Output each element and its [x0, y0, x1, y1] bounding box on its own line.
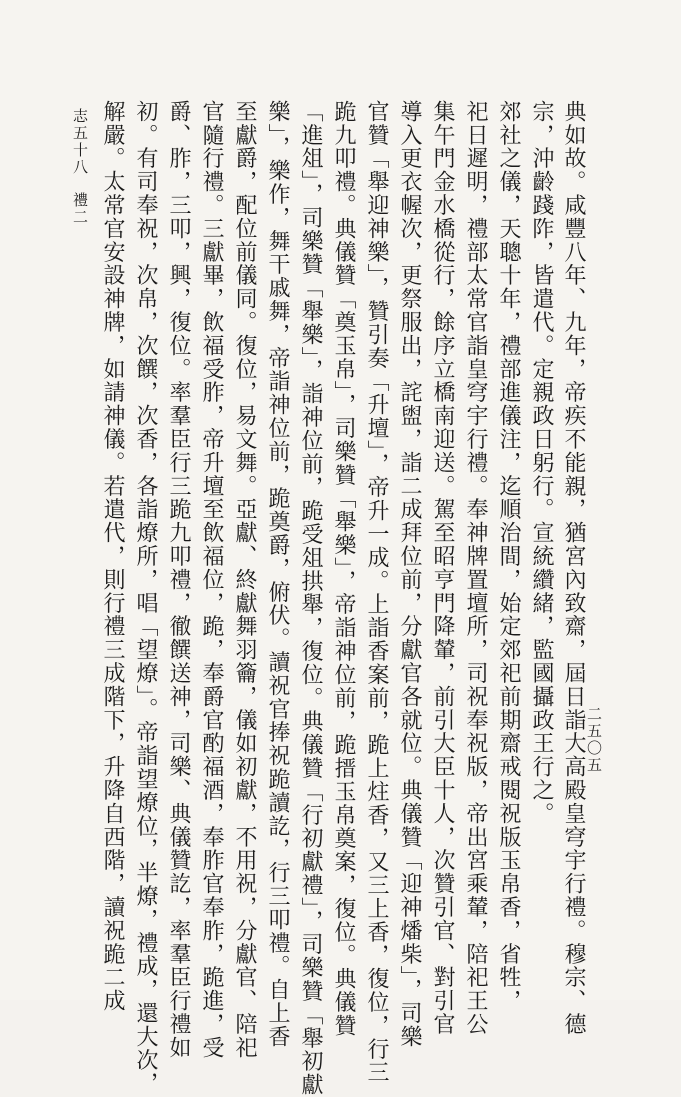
- volume-header: 志五十八: [71, 108, 89, 176]
- text-column-14: 初。有司奉祝，次帛，次饌，次香，各詣燎所，唱「望燎」。帝詣望燎位，半燎，禮成，還大次，: [133, 100, 158, 1096]
- text-column-9: 「進俎」，司樂贊「舉樂」，詣神位前，跪受俎拱舉，復位。典儀贊「行初獻禮」，司樂贊「舉初獻: [298, 100, 323, 1097]
- text-column-15: 解嚴。太常官安設神牌，如請神儀。若遣代，則行禮三成階下，升降自西階，讀祝跪二成: [100, 100, 125, 1013]
- text-column-13: 爵、胙，三叩，興，復位。率羣臣行三跪九叩禮，徹饌送神，司樂、典儀贊訖，率羣臣行禮如: [166, 100, 191, 1060]
- text-column-7: 官贊「舉迎神樂」，贊引奏「升壇」，帝升一成。上詣香案前，跪上炷香，又三上香，復位，行三: [364, 100, 389, 1085]
- text-column-10: 樂」，樂作，舞干戚舞，帝詣神位前，跪奠爵，俯伏。讀祝官捧祝跪讀訖，行三叩禮。自上香: [265, 100, 290, 1049]
- chapter-header: 禮二: [71, 192, 89, 226]
- text-column-3: 郊社之儀，天聰十年，禮部進儀注，迄順治間，始定郊祀前期齋戒閱祝版玉帛香，省牲，: [496, 100, 521, 1013]
- text-column-11: 至獻爵，配位前儀同。復位，易文舞。亞獻、終獻舞羽籥，儀如初獻，不用祝，分獻官、陪祀: [232, 100, 257, 1060]
- text-column-12: 官隨行禮。三獻畢，飲福受胙，帝升壇至飲福位，跪，奉爵官酌福酒，奉胙官奉胙，跪進，受: [199, 100, 224, 1060]
- text-column-4: 祀日遲明，禮部太常官詣皇穹宇行禮。奉神牌置壇所，司祝奉祝版，帝出宮乘輦，陪祀王公: [463, 100, 488, 1036]
- text-column-1: 典如故。咸豐八年、九年，帝疾不能親，猶宮內致齋，屆日詣大高殿皇穹宇行禮。穆宗、德: [561, 100, 586, 1036]
- text-column-5: 集午門金水橋從行，餘序立橋南迎送。駕至昭亨門降輦，前引大臣十人，次贊引官、對引官: [430, 100, 455, 1036]
- text-column-2: 宗，沖齡踐阼，皆遣代。定親政日躬行。宣統纘緒，監國攝政王行之。: [529, 100, 554, 826]
- page-number: 二五〇五: [585, 706, 603, 774]
- text-column-8: 跪九叩禮。典儀贊「奠玉帛」，司樂贊「舉樂」，帝詣神位前，跪搢玉帛奠案，復位。典儀贊: [331, 100, 356, 1038]
- text-column-6: 導入更衣幄次，更祭服出，詫盥，詣二成拜位前，分獻官各就位。典儀贊「迎神燔柴」，司樂: [397, 100, 422, 1049]
